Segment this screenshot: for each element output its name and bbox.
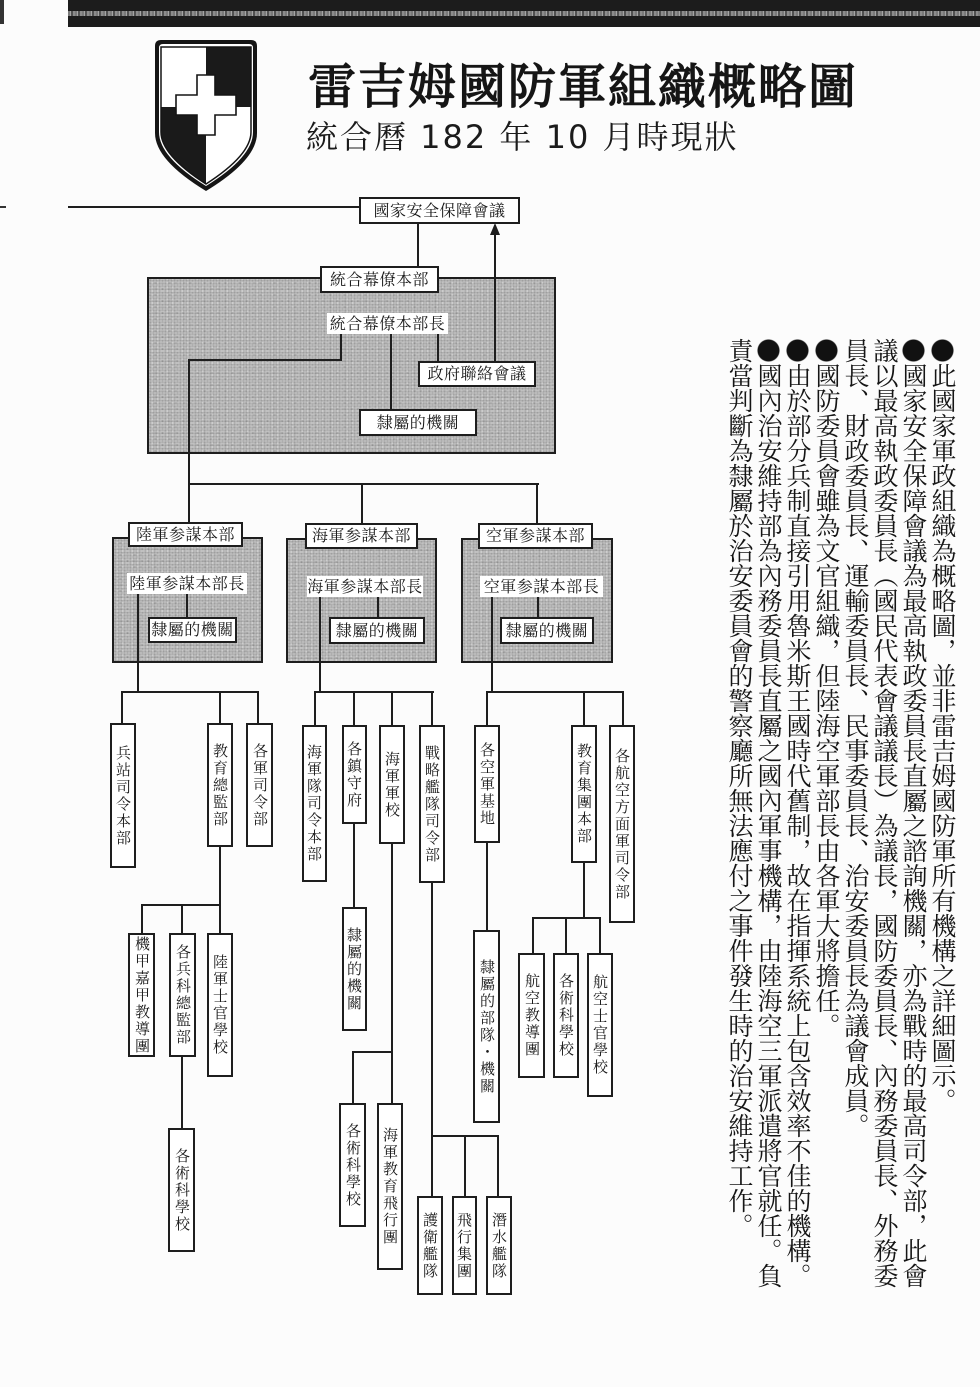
page-edge-mark	[0, 0, 4, 24]
node-joint-staff: 統合幕僚本部	[320, 266, 439, 293]
connector-line	[486, 691, 624, 693]
node-air-bases: 各空軍基地	[474, 725, 500, 843]
node-navy-district-subordinate: 隸屬的機關	[342, 907, 367, 1031]
page-subtitle: 統合曆 182 年 10 月時現狀	[306, 118, 739, 156]
connector-line	[188, 483, 539, 485]
connector-line	[352, 1051, 393, 1053]
connector-line	[319, 597, 321, 693]
node-air-subordinate: 隸屬的機關	[500, 617, 594, 644]
connector-line	[340, 333, 342, 361]
note-text: 國家安全保障會議為最高執政委員長直屬之諮詢機關，亦為戰時的最高司令部，此會議以最高執政委員長（國民代表會議議長）為議長，國防委員長、內務委員長、外務委員長、財政委員長、運輸委員長、民事委員長、治安委員長為議會成員。	[841, 338, 928, 1288]
node-navy-technical-schools: 各術科學校	[339, 1103, 366, 1227]
connector-line	[390, 333, 392, 410]
connector-line	[219, 847, 221, 905]
connector-line	[377, 597, 379, 617]
node-army-general-staff: 陸軍参謀本部	[128, 522, 243, 547]
note-text: 此國家軍政組織為概略圖，並非雷吉姆國防軍所有機構之詳細圖示。	[928, 363, 957, 1113]
connector-line	[486, 843, 488, 930]
connector-line	[188, 359, 190, 523]
connector-line	[361, 483, 363, 523]
note-item	[783, 338, 812, 1291]
page-title: 雷吉姆國防軍組織概略圖	[308, 59, 859, 115]
note-item	[928, 338, 957, 1291]
connector-line	[314, 691, 316, 725]
node-national-security-council: 國家安全保障會議	[359, 197, 520, 224]
connector-line	[352, 1051, 354, 1103]
connector-line	[181, 1057, 183, 1128]
node-army-subordinate: 隸屬的機關	[148, 617, 237, 643]
connector-line	[536, 483, 538, 523]
node-navy-strategic-fleet-command: 戰略艦隊司令部	[419, 725, 445, 883]
connector-line	[219, 904, 221, 933]
connector-line	[417, 224, 419, 267]
connector-line	[431, 691, 433, 725]
node-navy-fleet-command: 海軍隊司令本部	[302, 725, 327, 882]
connector-line	[68, 206, 359, 208]
node-navy-escort-fleet: 護衛艦隊	[417, 1196, 443, 1295]
connector-line	[431, 883, 433, 1196]
label-army-chief: 陸軍参謀本部長	[127, 573, 247, 594]
connector-line	[497, 1135, 499, 1196]
node-government-liaison-council: 政府聯絡會議	[418, 361, 536, 387]
node-navy-subordinate: 隸屬的機關	[329, 617, 425, 644]
connector-line	[219, 691, 221, 723]
node-army-logistics-command: 兵站司令本部	[110, 723, 136, 868]
label-air-chief: 空軍参謀本部長	[480, 576, 603, 597]
connector-line	[353, 691, 355, 725]
bullet-icon	[814, 338, 839, 363]
node-army-nco-school: 陸軍士官學校	[207, 933, 233, 1077]
note-item	[812, 338, 841, 1291]
connector-line	[583, 863, 585, 918]
notes-block	[724, 338, 957, 1291]
bullet-icon	[756, 338, 781, 363]
note-text: 國防委員會雖為文官組織，但陸海空軍部長由各軍大將擔任。	[812, 363, 841, 1038]
connector-line	[464, 1135, 466, 1196]
connector-line	[532, 917, 534, 953]
node-joint-staff-subordinate: 隸屬的機關	[359, 409, 477, 436]
connector-line	[486, 691, 488, 725]
connector-line	[391, 844, 393, 1103]
note-text: 國內治安維持部為內務委員長直屬之國內軍事機構，由陸海空三軍派遣將官就任。負責當判斷為隸屬於治安委員會的警察廳所無法應付之事件發生時的治安維持工作。	[725, 338, 783, 1288]
connector-line	[137, 594, 139, 693]
connector-line	[622, 691, 624, 725]
connector-line	[121, 691, 259, 693]
node-army-armor-training-regiment: 機甲嘉甲教導團	[128, 933, 155, 1057]
node-air-general-staff: 空軍参謀本部	[478, 523, 593, 549]
connector-line	[353, 824, 355, 907]
bullet-icon	[901, 338, 926, 363]
arrow-line	[494, 232, 496, 362]
navy-staff-panel	[286, 538, 437, 663]
banner-stripe	[68, 11, 980, 16]
connector-line	[181, 904, 183, 933]
node-navy-flight-training-group: 海軍教育飛行團	[377, 1103, 403, 1270]
note-text: 由於部分兵制直接引用魯米斯王國時代舊制，故在指揮系統上包含效率不佳的機構。	[783, 363, 812, 1288]
note-item	[725, 338, 783, 1291]
connector-line	[599, 917, 601, 953]
node-air-technical-schools: 各術科學校	[553, 953, 579, 1078]
connector-line	[141, 904, 143, 933]
bullet-icon	[930, 338, 955, 363]
connector-line	[314, 691, 434, 693]
connector-line	[565, 917, 567, 953]
arrow-up-icon	[490, 223, 500, 235]
connector-line	[491, 597, 493, 693]
node-navy-air-group: 飛行集團	[452, 1196, 477, 1295]
shield-cross-icon	[152, 38, 260, 192]
connector-line	[121, 691, 123, 723]
connector-line	[188, 359, 342, 361]
bullet-icon	[785, 338, 810, 363]
node-army-education-inspectorate: 教育總監部	[207, 723, 233, 847]
node-navy-general-staff: 海軍参謀本部	[305, 523, 418, 549]
node-army-commands: 各軍司令部	[246, 723, 273, 847]
node-air-education-group-hq: 教育集團本部	[571, 725, 597, 863]
node-air-training-regiment: 航空教導團	[518, 953, 545, 1078]
node-navy-naval-academy: 海軍軍校	[379, 725, 405, 844]
node-army-branch-inspectorate: 各兵科總監部	[169, 933, 196, 1057]
connector-line	[186, 594, 188, 617]
connector-line	[437, 333, 439, 362]
connector-line	[257, 691, 259, 723]
node-navy-naval-districts: 各鎮守府	[342, 725, 367, 824]
node-army-technical-schools: 各術科學校	[168, 1128, 195, 1252]
node-air-nco-school: 航空士官學校	[587, 953, 613, 1097]
label-navy-chief: 海軍参謀本部長	[307, 577, 423, 596]
node-air-base-subordinate-units: 隸屬的部隊・機關	[473, 930, 500, 1123]
note-item	[841, 338, 928, 1291]
connector-line	[537, 597, 539, 617]
top-banner	[68, 0, 980, 27]
label-joint-staff-chief: 統合幕僚本部長	[327, 313, 448, 334]
node-navy-submarine-fleet: 潛水艦隊	[486, 1196, 512, 1295]
node-air-area-commands: 各航空方面軍司令部	[609, 725, 635, 923]
connector-line	[583, 691, 585, 725]
page-edge-dash	[0, 206, 6, 208]
connector-line	[391, 691, 393, 725]
